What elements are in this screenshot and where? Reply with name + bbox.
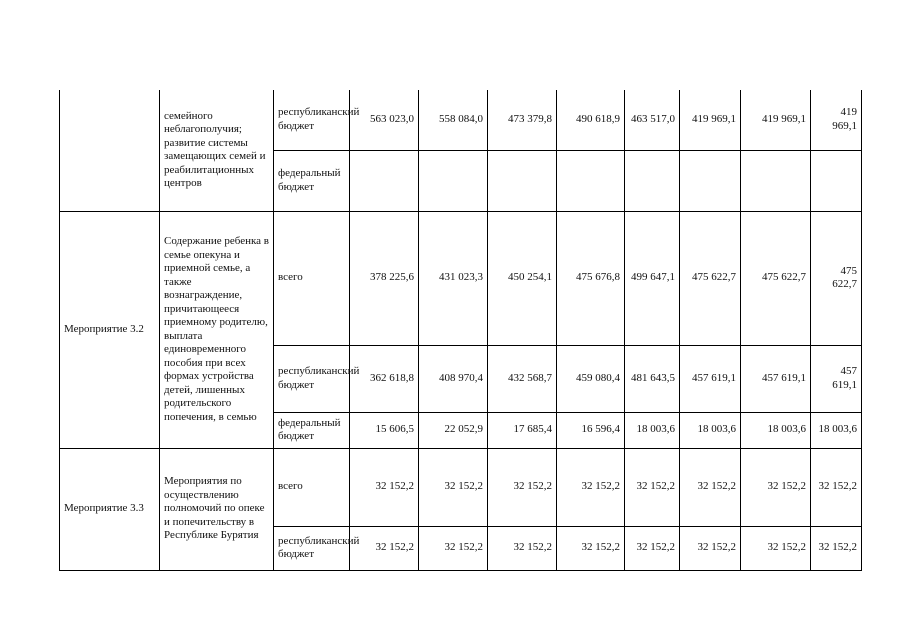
funding-table: [59, 90, 862, 571]
value-cell: 463 517,0: [625, 90, 680, 150]
value-cell: [488, 150, 557, 211]
value-cell: [811, 150, 862, 211]
source-cell: республиканский бюджет: [274, 90, 350, 150]
value-cell: 32 152,2: [488, 448, 557, 526]
value-cell: 32 152,2: [811, 526, 862, 570]
table-row: [60, 211, 862, 345]
event-name-cell: Мероприятие 3.3: [60, 448, 160, 570]
source-cell: федеральный бюджет: [274, 150, 350, 211]
value-cell: [557, 150, 625, 211]
value-cell: 499 647,1: [625, 211, 680, 345]
value-cell: 419 969,1: [811, 90, 862, 150]
table-row: [60, 90, 862, 150]
value-cell: 32 152,2: [350, 526, 419, 570]
event-description-cell: Мероприятия по осуществлению полномочий по опеке и попечительству в Республике Бурятия: [160, 448, 274, 570]
table-row: [60, 448, 862, 526]
value-cell: 563 023,0: [350, 90, 419, 150]
value-cell: 22 052,9: [419, 412, 488, 448]
value-cell: 32 152,2: [741, 526, 811, 570]
value-cell: 32 152,2: [741, 448, 811, 526]
source-cell: всего: [274, 211, 350, 345]
value-cell: 558 084,0: [419, 90, 488, 150]
value-cell: [680, 150, 741, 211]
value-cell: 32 152,2: [625, 448, 680, 526]
value-cell: 481 643,5: [625, 345, 680, 412]
value-cell: 475 622,7: [811, 211, 862, 345]
value-cell: 457 619,1: [680, 345, 741, 412]
value-cell: 419 969,1: [680, 90, 741, 150]
value-cell: 473 379,8: [488, 90, 557, 150]
value-cell: 18 003,6: [811, 412, 862, 448]
value-cell: 32 152,2: [680, 448, 741, 526]
source-cell: республиканский бюджет: [274, 526, 350, 570]
value-cell: 450 254,1: [488, 211, 557, 345]
value-cell: 16 596,4: [557, 412, 625, 448]
value-cell: 18 003,6: [741, 412, 811, 448]
value-cell: 490 618,9: [557, 90, 625, 150]
value-cell: 32 152,2: [680, 526, 741, 570]
value-cell: 32 152,2: [557, 526, 625, 570]
value-cell: 32 152,2: [625, 526, 680, 570]
value-cell: 18 003,6: [680, 412, 741, 448]
value-cell: 378 225,6: [350, 211, 419, 345]
value-cell: [741, 150, 811, 211]
value-cell: 18 003,6: [625, 412, 680, 448]
value-cell: 475 676,8: [557, 211, 625, 345]
value-cell: 32 152,2: [419, 526, 488, 570]
value-cell: 475 622,7: [741, 211, 811, 345]
value-cell: 457 619,1: [741, 345, 811, 412]
value-cell: 32 152,2: [811, 448, 862, 526]
value-cell: 475 622,7: [680, 211, 741, 345]
value-cell: [350, 150, 419, 211]
event-name-cell: Мероприятие 3.2: [60, 211, 160, 448]
value-cell: 431 023,3: [419, 211, 488, 345]
value-cell: 32 152,2: [419, 448, 488, 526]
value-cell: 15 606,5: [350, 412, 419, 448]
source-cell: всего: [274, 448, 350, 526]
source-cell: республиканский бюджет: [274, 345, 350, 412]
value-cell: 457 619,1: [811, 345, 862, 412]
value-cell: 17 685,4: [488, 412, 557, 448]
value-cell: 419 969,1: [741, 90, 811, 150]
value-cell: 432 568,7: [488, 345, 557, 412]
event-description-cell: Содержание ребенка в семье опекуна и приемной семье, а также вознаграждение, причитающееся приемному родителю, выплата единовременного пособия при всех формах устройства детей, лишенных родительского попечения, в семью: [160, 211, 274, 448]
value-cell: 408 970,4: [419, 345, 488, 412]
value-cell: 32 152,2: [557, 448, 625, 526]
value-cell: [625, 150, 680, 211]
source-cell: федеральный бюджет: [274, 412, 350, 448]
value-cell: 32 152,2: [350, 448, 419, 526]
value-cell: [419, 150, 488, 211]
value-cell: 362 618,8: [350, 345, 419, 412]
value-cell: 459 080,4: [557, 345, 625, 412]
event-description-cell: семейного неблагополучия; развитие системы замещающих семей и реабилитационных центров: [160, 90, 274, 211]
event-name-cell: [60, 90, 160, 211]
value-cell: 32 152,2: [488, 526, 557, 570]
